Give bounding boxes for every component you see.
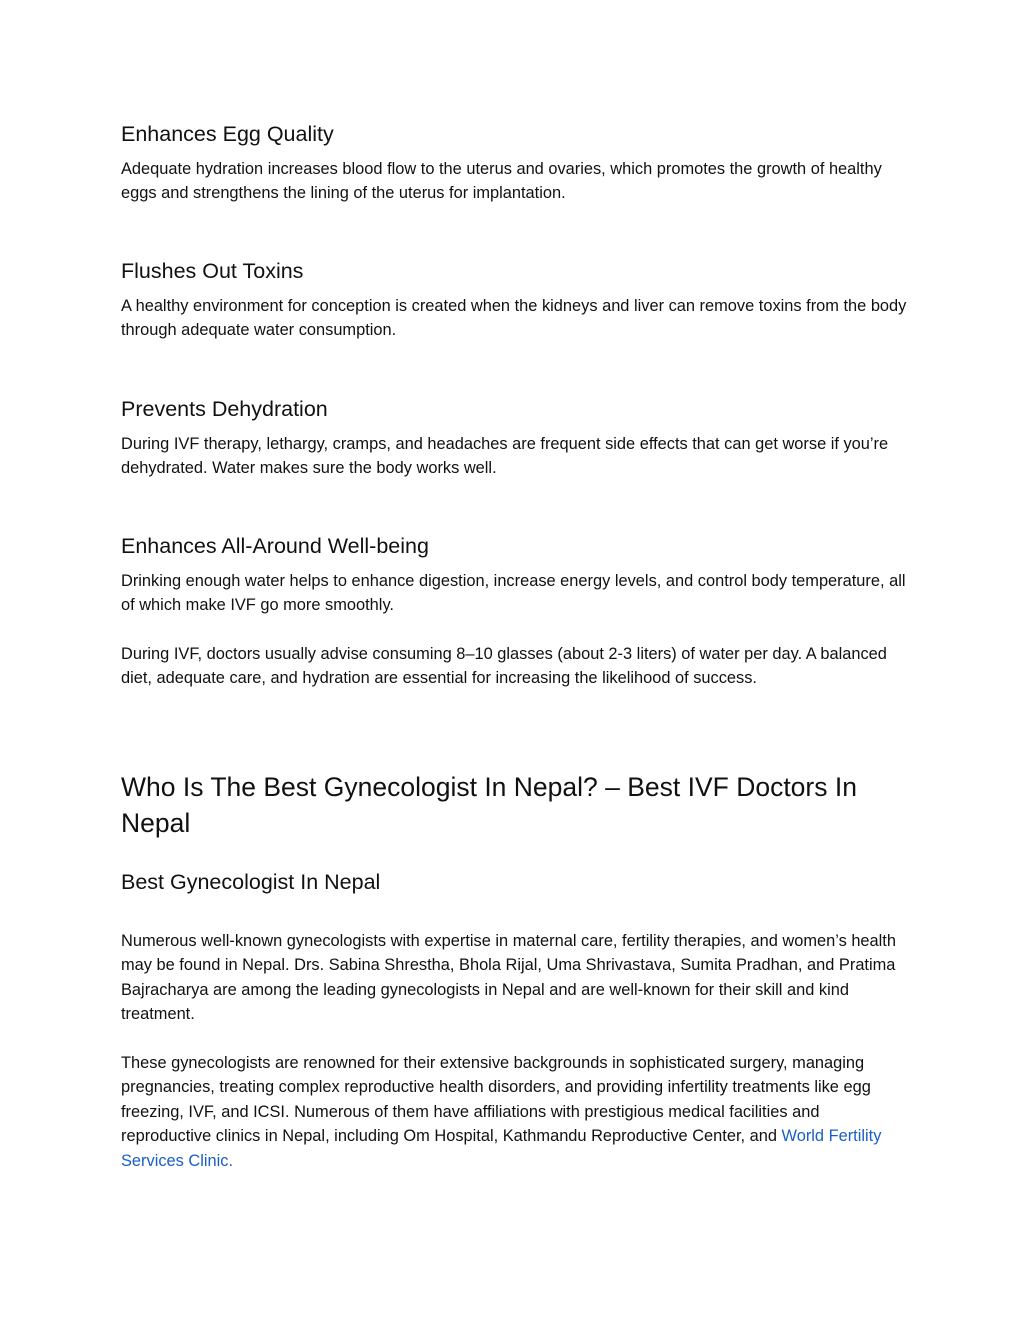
section-body-flushes-toxins: A healthy environment for conception is created when the kidneys and liver can remove toxins from the body through adequate water consumption.: [121, 297, 907, 340]
section-body-well-being: Drinking enough water helps to enhance digestion, increase energy levels, and control body temperature, all of which make IVF go more smoothly.: [121, 572, 906, 615]
main-heading: Who Is The Best Gynecologist In Nepal? – Best IVF Doctors In Nepal: [121, 772, 857, 838]
section-heading-prevents-dehydration: Prevents Dehydration: [121, 397, 328, 421]
sub-heading: Best Gynecologist In Nepal: [121, 870, 381, 894]
advice-paragraph: During IVF, doctors usually advise consuming 8–10 glasses (about 2-3 liters) of water per day. A balanced diet, adequate care, and hydration are essential for increasing the likelihood of success.: [121, 645, 887, 688]
section-heading-flushes-toxins: Flushes Out Toxins: [121, 259, 304, 283]
gynecologists-paragraph-1: Numerous well-known gynecologists with expertise in maternal care, fertility therapies, and women’s health may be found in Nepal. Drs. Sabina Shrestha, Bhola Rijal, Uma Shrivastava, Sumita Pradhan, and Pratima Bajracharya are among the leading gynecologists in Nepal and are well-known for their skill and kind treatment.: [121, 932, 896, 1024]
section-body-egg-quality: Adequate hydration increases blood flow to the uterus and ovaries, which promotes the growth of healthy eggs and strengthens the lining of the uterus for implantation.: [121, 160, 882, 203]
section-body-prevents-dehydration: During IVF therapy, lethargy, cramps, and headaches are frequent side effects that can get worse if you’re dehydrated. Water makes sure the body works well.: [121, 435, 889, 478]
gynecologists-paragraph-2: [121, 1051, 911, 1173]
section-heading-well-being: Enhances All-Around Well-being: [121, 534, 429, 558]
world-fertility-services-clinic-link[interactable]: World Fertility Services Clinic.: [121, 1127, 882, 1170]
section-heading-egg-quality: Enhances Egg Quality: [121, 122, 334, 146]
gynecologists-paragraph-2-text: These gynecologists are renowned for their extensive backgrounds in sophisticated surgery, managing pregnancies, treating complex reproductive health disorders, and providing infertility treatments like egg freezing, IVF, and ICSI. Numerous of them have affiliations with prestigious medical facilities and reproductive clinics in Nepal, including Om Hospital, Kathmandu Reproductive Center, and: [121, 1054, 871, 1146]
